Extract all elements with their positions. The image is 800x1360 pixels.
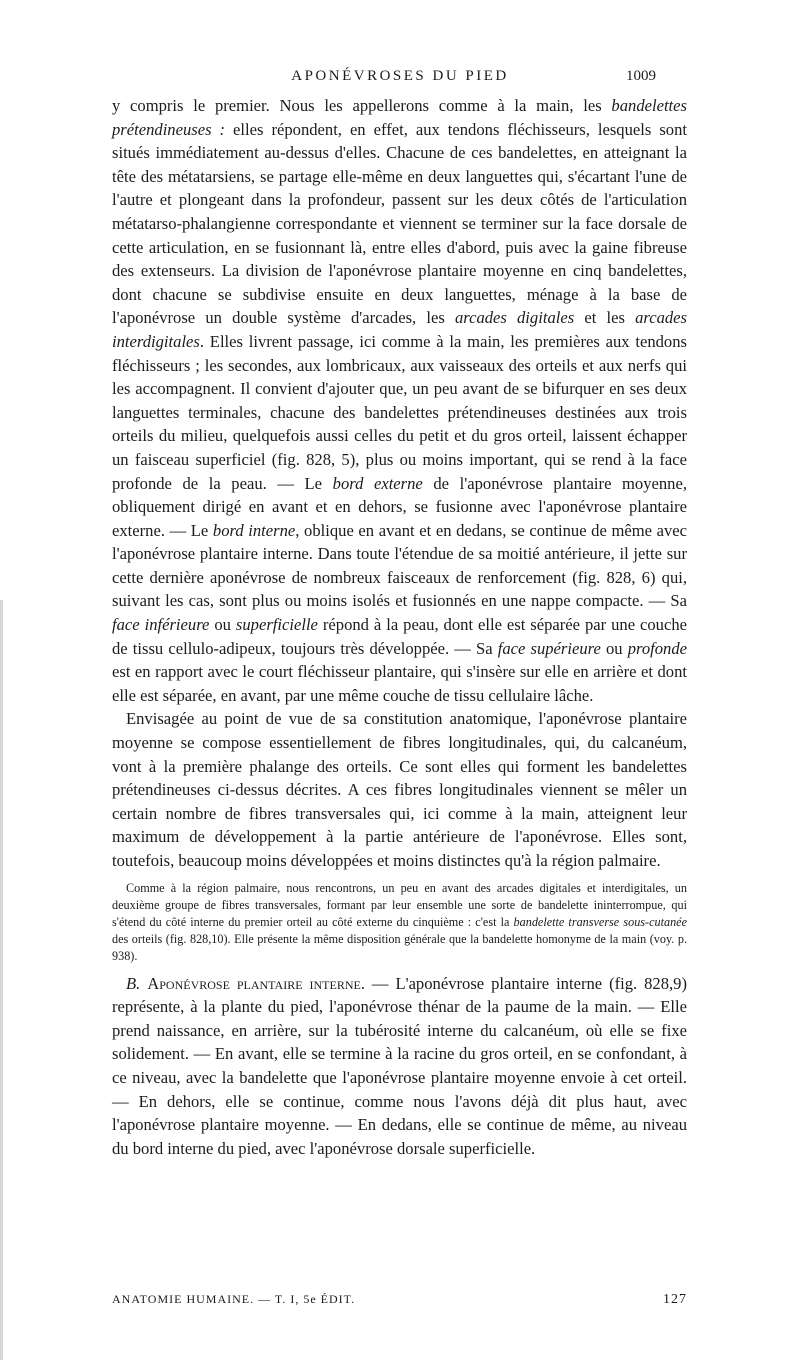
- paragraph-aponevrose-interne: [112, 972, 687, 1161]
- text-run: est en rapport avec le court fléchisseur plantaire, qui s'insère sur elle en arrière et dont elle est séparée, en avant, par une même couche de tissu cellulaire lâche.: [112, 662, 687, 705]
- text-run: ou: [600, 638, 628, 658]
- text-run: y compris le premier. Nous les appellerons comme à la main, les: [112, 96, 612, 115]
- italic-text-run: bandelette transverse sous-cutanée: [513, 915, 687, 929]
- text-run: elles répondent, en effet, aux tendons fléchisseurs, lesquels sont situés immédiatement au-dessus d'elles. Chacune de ces bandelettes, en atteignant la tête des métatarsiens, se partage elle-même en deux languettes qui, s'écartant l'une de l'autre et plongeant dans la profondeur, passent sur les deux côtés de l'articulation métatarso-phalangienne correspondante et viennent se terminer sur la face dorsale de cette articulation, en se fusionnant là, entre elles d'abord, puis avec la gaine fibreuse des extenseurs. La division de l'aponévrose plantaire moyenne en cinq bandelettes, dont chacune se subdivise ensuite en deux languettes, ménage à la base de l'aponévrose un double système d'arcades, les: [112, 119, 687, 328]
- italic-text-run: superficielle: [235, 615, 318, 635]
- small-caps-heading: Aponévrose plantaire interne.: [147, 973, 365, 993]
- text-run: . Elles livrent passage, ici comme à la main, les premières aux tendons fléchisseurs ; les secondes, aux lombricaux, aux vaisseaux des orteils et aux nerfs qui les accompagnent. Il convient d'ajouter que, un peu avant de se bifurquer en ses deux languettes terminales, chacune des bandelettes prétendineuses destinées aux trois orteils du milieu, quelquefois aussi celles du petit et du gros orteil, laissent échapper un faisceau superficiel (fig. 828, 5), plus ou moins important, qui se rend à la face profonde de la peau. — Le: [112, 331, 687, 493]
- italic-text-run: bandelettes prétendineuses :: [112, 96, 687, 139]
- italic-text-run: bord interne: [212, 520, 296, 540]
- text-run: , oblique en avant et en dedans, se continue de même avec l'aponévrose plantaire interne. Dans toute l'étendue de sa moitié antérieure, il jette sur cette dernière aponévrose de nombreux faisceaux de renforcement (fig. 828, 6) qui, suivant les cas, sont plus ou moins isolés et fusionnés en une nappe compacte. — Sa: [112, 520, 688, 611]
- note-bandelette-transverse: [112, 880, 687, 966]
- page-number: 1009: [626, 68, 656, 84]
- text-run: ou: [209, 615, 236, 635]
- italic-text-run: bord externe: [332, 473, 423, 493]
- text-run: Envisagée au point de vue de sa constitution anatomique, l'aponévrose plantaire moyenne se compose essentiellement de fibres longitudinales, qui, du calcanéum, vont à la première phalange des orteils. Ce sont elles qui forment les bandelettes prétendineuses ci-dessus décrites. A ces fibres longitudinales viennent se mêler un certain nombre de fibres transversales qui, ici comme à la main, atteignent leur maximum de développement à la partie antérieure de l'aponévrose. Elles sont, toutefois, beaucoup moins développées et moins distinctes qu'à la région palmaire.: [112, 709, 687, 870]
- text-run: de l'aponévrose plantaire moyenne, obliquement dirigé en avant et en dehors, se fusionne avec l'aponévrose plantaire externe. — Le: [112, 473, 687, 540]
- italic-text-run: profonde: [627, 638, 688, 658]
- paragraph-constitution: [112, 707, 687, 872]
- italic-text-run: face inférieure: [112, 615, 210, 635]
- footer-sheet-number: 127: [663, 1292, 687, 1307]
- page-edge-shadow: [0, 600, 3, 1360]
- italic-text-run: B.: [126, 973, 141, 993]
- text-run: — L'aponévrose plantaire interne (fig. 828,9) représente, à la plante du pied, l'aponévrose thénar de la paume de la main. — Elle prend naissance, en arrière, sur la tubérosité interne du calcanéum, où elle se fixe solidement. — En avant, elle se termine à la racine du gros orteil, en se confondant, à ce niveau, avec la bandelette que l'aponévrose plantaire moyenne envoie à cet orteil. — En dehors, elle se continue, comme nous l'avons déjà dit plus haut, avec l'aponévrose plantaire moyenne. — En dedans, elle se continue de même, au niveau du bord interne du pied, avec l'aponévrose dorsale superficielle.: [112, 973, 687, 1158]
- text-run: répond à la peau, dont elle est séparée par une couche de tissu cellulo-adipeux, toujours très développée. — Sa: [112, 615, 687, 658]
- italic-text-run: arcades interdigitales: [112, 308, 687, 351]
- text-run: et les: [574, 308, 636, 328]
- paragraph-prétendineuses: [112, 94, 687, 707]
- page-body: [112, 94, 687, 1160]
- running-title: APONÉVROSES DU PIED: [291, 68, 509, 84]
- text-run: des orteils (fig. 828,10). Elle présente la même disposition générale que la bandelette homonyme de la main (voy. p. 938).: [112, 932, 687, 964]
- italic-text-run: face supérieure: [497, 638, 601, 658]
- italic-text-run: arcades digitales: [454, 308, 575, 328]
- footer-signature: ANATOMIE HUMAINE. — T. I, 5e ÉDIT.: [112, 1292, 356, 1306]
- text-run: Comme à la région palmaire, nous rencontrons, un peu en avant des arcades digitales et interdigitales, un deuxième groupe de fibres transversales, formant par leur ensemble une sorte de bandelette ininterrompue, qui s'étend du côté interne du premier orteil au côté externe du cinquième : c'est la: [112, 880, 687, 929]
- page-header: [0, 68, 800, 92]
